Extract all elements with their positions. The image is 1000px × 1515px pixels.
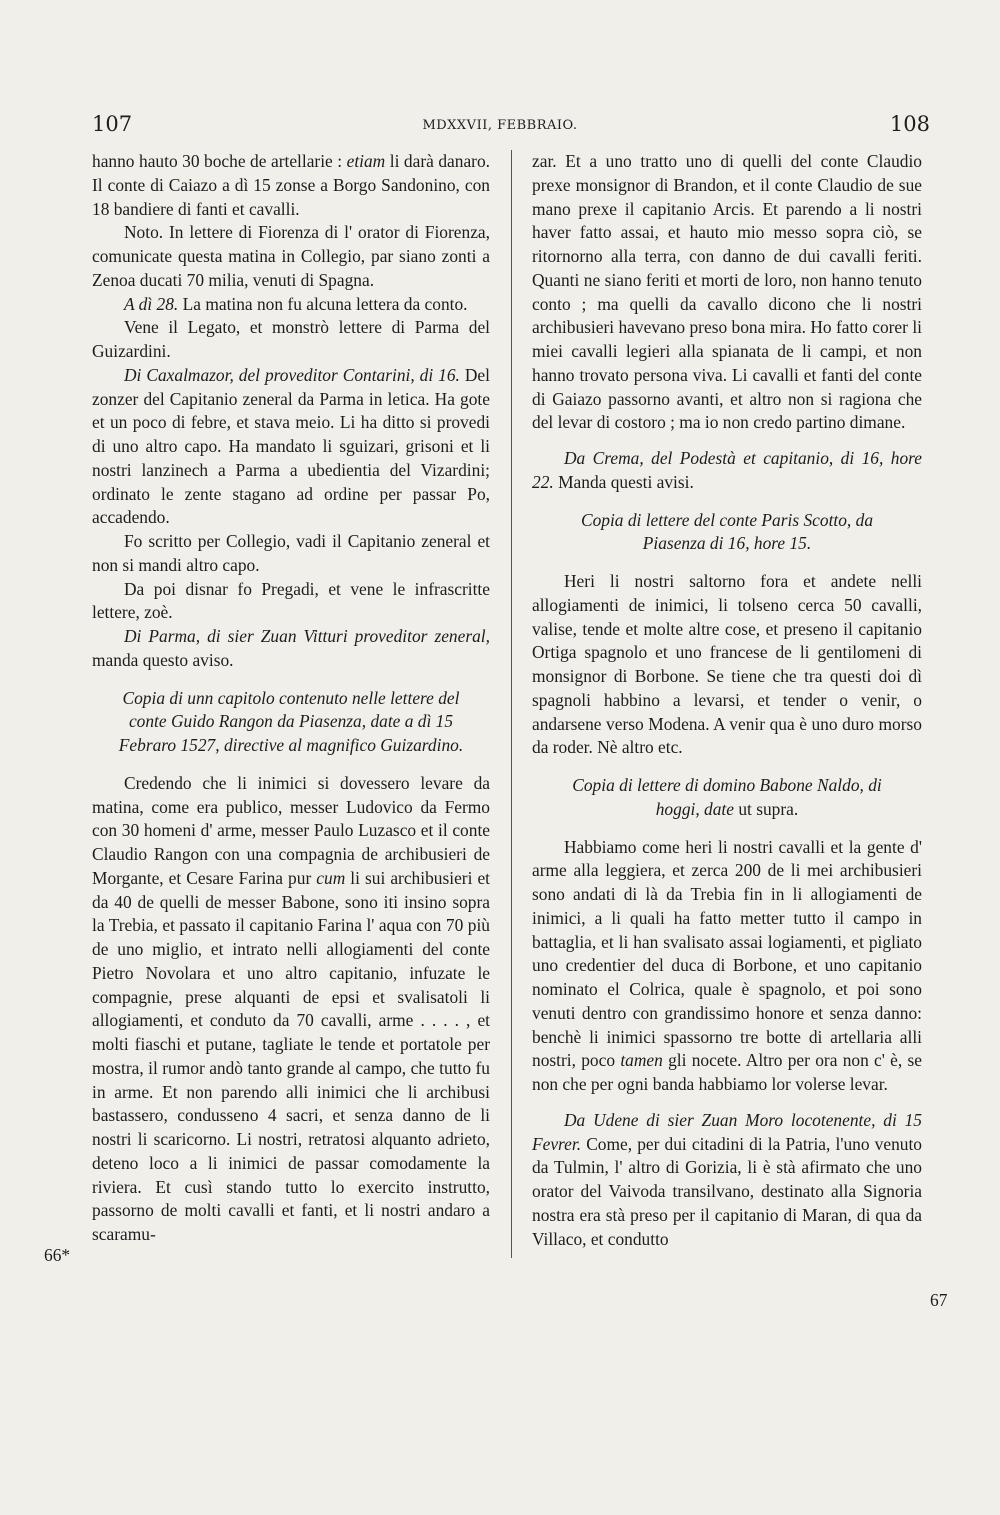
paragraph: Da poi disnar fo Pregadi, et vene le infrascritte lettere, zoè. <box>92 578 490 623</box>
margin-marker-right: 67 <box>930 1290 948 1310</box>
right-page-number: 108 <box>889 112 930 136</box>
spacer <box>532 435 922 447</box>
paragraph: Fo scritto per Collegio, vadi il Capitanio zeneral et non si mandi altro capo. <box>92 531 490 575</box>
paragraph: Di Parma, di sier Zuan Vitturi proveditor zeneral, manda questo aviso. <box>92 626 490 670</box>
running-title: MDXXVII, FEBBRAIO. <box>422 118 578 133</box>
paragraph: Da Udene di sier Zuan Moro locotenente, di 15 Fevrer. Come, per dui citadini di la Patria, l'uno venuto da Tulmin, l' altro di Gorizia, li è stà afirmato che uno orator del Vaivoda transilvano, destinato alla Signoria nostra era stà preso per il capitanio di Maran, di qua da Villaco, et condutto <box>532 1109 922 1249</box>
right-column <box>532 150 922 1251</box>
section-caption: Copia di lettere del conte Paris Scotto, da Piasenza di 16, hore 15. <box>580 509 874 554</box>
paragraph: Credendo che li inimici si dovessero levare da matina, come era publico, messer Ludovico da Fermo con 30 homeni d' arme, messer Paulo Luzasco et il conte Claudio Rangon con una compagnia de archibusieri de Morgante, et Cesare Farina pur cum li sui archibusieri et da 40 de quelli de messer Babone, sono iti insino sopra la Trebia, et passato il capitanio Farina l' aqua con 70 più de uno miglio, et intrato nelli allogiamenti del conte Pietro Novolara et uno altro capitanio, infuzate le compagnie, prese alquanti de epsi et svalisatoli li allogiamenti, et conduto da 70 cavalli, arme . . . . , et molti fiaschi et putane, tagliate le tende et portatole per mostra, il rumor andò tanto grande al campo, che tutto fu in arme. Et non parendo alli inimici che li archibusi bastassero, condusseno 4 sacri, et senza danno de li nostri li scaricorno. Li nostri, retratosi alquanto adrieto, deteno loco a li inimici de passar comodamente la riviera. Et cusì stando tutto lo exercito instrutto, passorno de molti cavalli et fanti, et li nostri andaro a scaramu- <box>92 772 490 1244</box>
column-divider <box>511 150 512 1258</box>
paragraph: Habbiamo come heri li nostri cavalli et la gente d' arme alla leggiera, et zerca 200 de li mei archibusieri sono andati di là da Trebia fin in li allogiamenti de inimici, a li quali ha fatto metter tutto il campo in battaglia, et li han svalisato assai logiamenti, et pigliato uno credentier del duca di Borbone, et uno capitanio nominato el Colrica, quale è spagnolo, et poi sono venuti dentro con grandissimo honore et senza danno: benchè li inimici spassorno tre botte di artellaria alli nostri, poco tamen gli nocete. Altro per ora non c' è, se non che per ogni banda habbiamo lor volerse levar. <box>532 836 922 1094</box>
section-caption: Copia di unn capitolo contenuto nelle lettere del conte Guido Rangon da Piasenza, date a dì 15 Febraro 1527, directive al magnifico Guizardino. <box>118 687 464 755</box>
margin-marker-left: 66* <box>44 1245 71 1265</box>
left-page-number: 107 <box>92 112 133 136</box>
paragraph: hanno hauto 30 boche de artellarie : etiam li darà danaro. Il conte di Caiazo a dì 15 zonse a Borgo Sandonino, con 18 bandiere di fanti et cavalli. <box>92 151 491 219</box>
paragraph: A dì 28. La matina non fu alcuna lettera da conto. <box>124 293 468 314</box>
paragraph: Heri li nostri saltorno fora et andete nelli allogiamenti de inimici, li tolseno cerca 50 cavalli, valise, tende et molte altre cose, et preseno il capitanio Ortiga spagnolo et uno francese de li gentilomeni di monsignor di Borbone. Se tiene che tra questi doi dì spagnoli habbino a levarsi, et tender o venir, o andarsene verso Modena. A venir qua è uno duro morso da roder. Nè altro etc. <box>532 571 922 758</box>
section-caption: Copia di lettere di domino Babone Naldo, di hoggi, date ut supra. <box>572 775 882 819</box>
page-header <box>0 112 1000 142</box>
spacer <box>532 1097 922 1109</box>
paragraph: Noto. In lettere di Fiorenza di l' orator di Fiorenza, comunicate questa matina in Collegio, par siano zonti a Zenoa ducati 70 milia, venuti di Spagna. <box>92 222 490 290</box>
paragraph: Da Crema, del Podestà et capitanio, di 16, hore 22. Manda questi avisi. <box>532 448 922 492</box>
paragraph: Vene il Legato, et monstrò lettere di Parma del Guizardini. <box>92 317 490 361</box>
left-column <box>92 150 490 1247</box>
paragraph: zar. Et a uno tratto uno di quelli del conte Claudio prexe monsignor di Brandon, et il conte Claudio de sue mano prexe il capitanio Arcis. Et parendo a li nostri haver fatto assai, et hauto mio messo sopra ciò, se ritornorno alla terra, con danno de dui cavalli feriti. Quanti ne siano feriti et morti de loro, non hanno tenuto conto ; ma quelli da cavallo dicono che li nostri archibusieri havevano preso bona mira. Ho fatto corer li miei cavalli legieri alla spianata de li campi, et non hanno trovato persona viva. Li cavalli et fanti del conte di Gaiazo passorno avanti, et altro non si ragiona che del levar di costoro ; ma io non credo partino dimane. <box>532 151 922 433</box>
paragraph: Di Caxalmazor, del proveditor Contarini, di 16. Del zonzer del Capitanio zeneral da Parma in letica. Ha gote et un poco di febre, et stava meio. Li ha ditto si provedi di uno altro capo. Ha mandato li sguizari, grisoni et li nostri lanzinech a Parma a ubedientia del Vizardini; ordinato le zente stagano ad ordine per passar Po, accadendo. <box>92 364 490 528</box>
